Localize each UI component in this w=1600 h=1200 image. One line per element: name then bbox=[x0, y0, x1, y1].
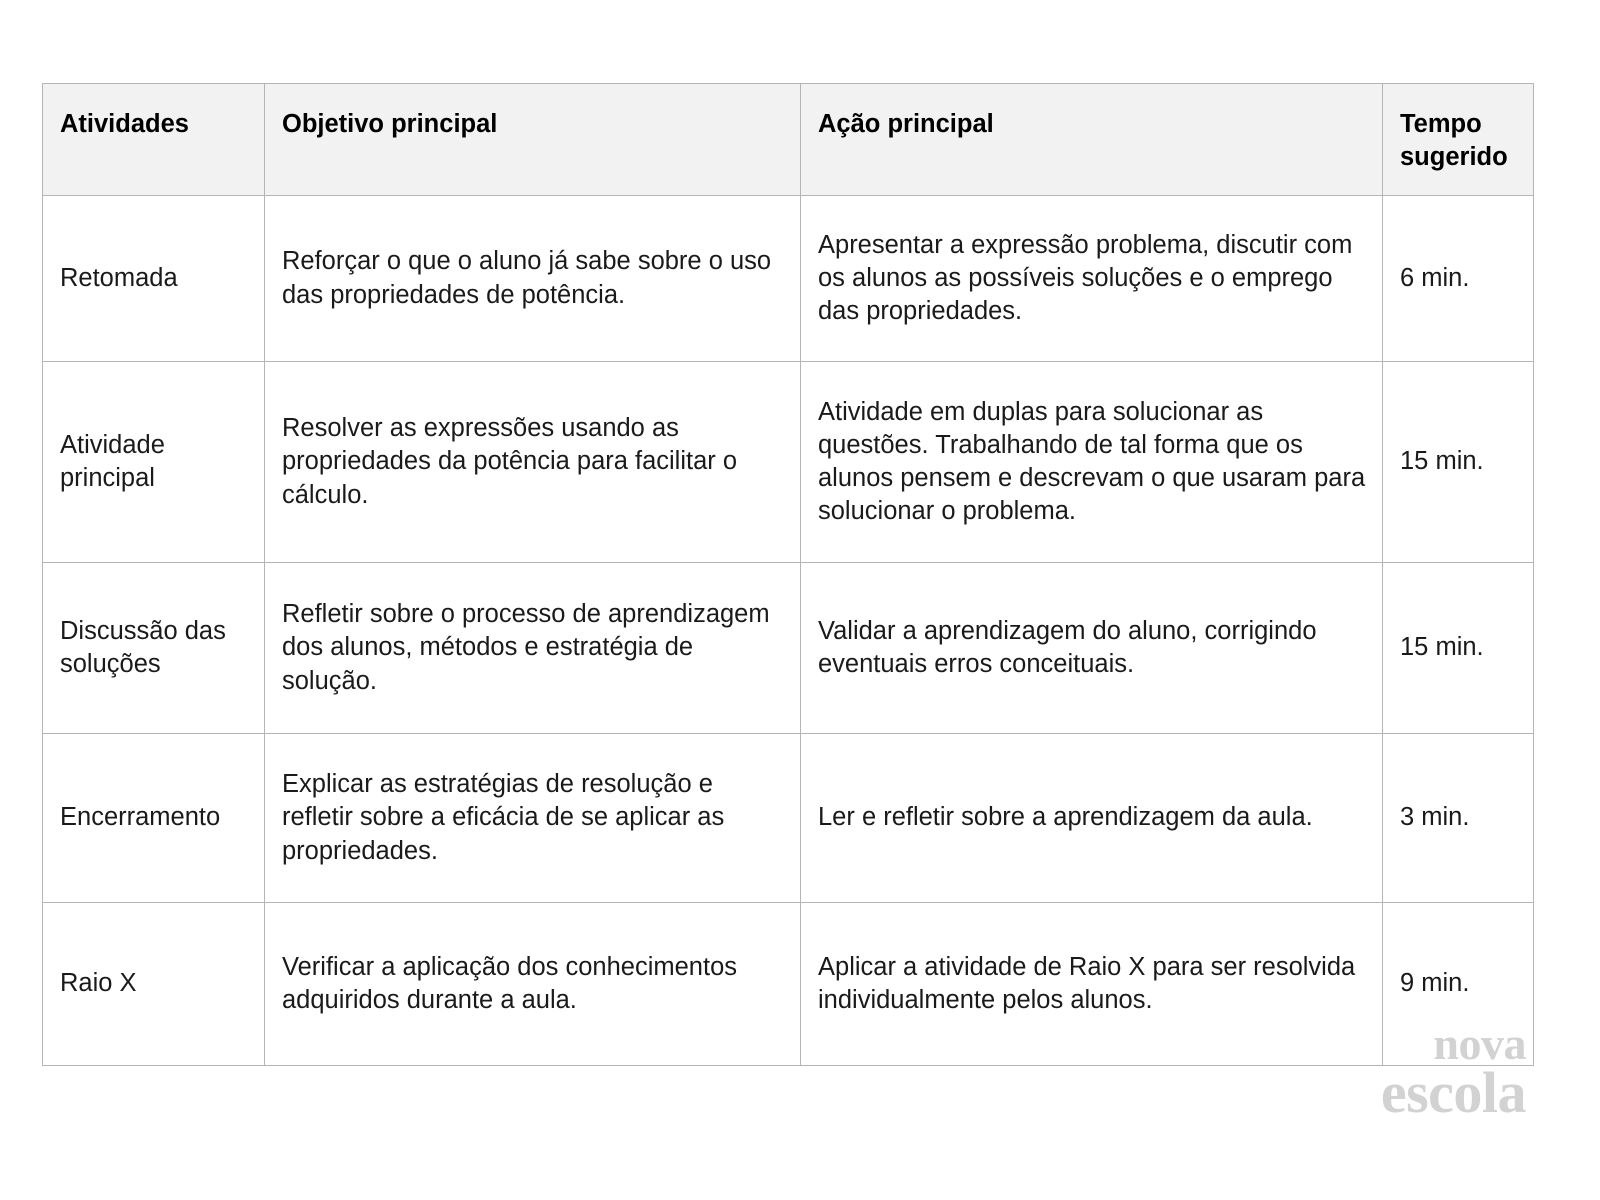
cell-objetivo: Refletir sobre o processo de aprendizagem dos alunos, métodos e estratégia de solução. bbox=[265, 563, 801, 734]
table-row bbox=[43, 196, 1534, 362]
table-row bbox=[43, 563, 1534, 734]
column-header-tempo-line1: Tempo bbox=[1400, 110, 1482, 138]
cell-atividade: Retomada bbox=[43, 196, 265, 362]
cell-tempo: 3 min. bbox=[1383, 734, 1534, 903]
table-row bbox=[43, 903, 1534, 1066]
cell-atividade: Encerramento bbox=[43, 734, 265, 903]
cell-atividade: Atividade principal bbox=[43, 362, 265, 563]
cell-acao: Atividade em duplas para solucionar as questões. Trabalhando de tal forma que os alunos pensem e descrevam o que usaram para solucionar o problema. bbox=[801, 362, 1383, 563]
cell-tempo: 15 min. bbox=[1383, 362, 1534, 563]
column-header-tempo-sugerido bbox=[1383, 84, 1534, 196]
table-header-row bbox=[43, 84, 1534, 196]
cell-tempo: 15 min. bbox=[1383, 563, 1534, 734]
column-header-atividades: Atividades bbox=[43, 84, 265, 196]
table-body bbox=[43, 196, 1534, 1070]
cell-tempo: 6 min. bbox=[1383, 196, 1534, 362]
cell-objetivo: Resolver as expressões usando as propriedades da potência para facilitar o cálculo. bbox=[265, 362, 801, 563]
cell-atividade: Discussão das soluções bbox=[43, 563, 265, 734]
cell-tempo: 9 min. bbox=[1383, 903, 1534, 1066]
cell-acao: Validar a aprendizagem do aluno, corrigindo eventuais erros conceituais. bbox=[801, 563, 1383, 734]
cell-objetivo: Reforçar o que o aluno já sabe sobre o uso das propriedades de potência. bbox=[265, 196, 801, 362]
logo-text-escola: escola bbox=[1380, 1060, 1526, 1126]
cell-atividade: Raio X bbox=[43, 903, 265, 1066]
cell-acao: Ler e refletir sobre a aprendizagem da aula. bbox=[801, 734, 1383, 903]
lesson-plan-table bbox=[42, 83, 1534, 1070]
table-row bbox=[43, 734, 1534, 903]
cell-objetivo: Explicar as estratégias de resolução e refletir sobre a eficácia de se aplicar as propriedades. bbox=[265, 734, 801, 903]
column-header-acao-principal: Ação principal bbox=[801, 84, 1383, 196]
table-header bbox=[43, 84, 1534, 196]
column-header-tempo-line2: sugerido bbox=[1400, 143, 1508, 172]
cell-objetivo: Verificar a aplicação dos conhecimentos adquiridos durante a aula. bbox=[265, 903, 801, 1066]
nova-escola-logo bbox=[1380, 1018, 1526, 1126]
logo-text-nova: nova bbox=[1433, 1018, 1526, 1070]
column-header-objetivo-principal: Objetivo principal bbox=[265, 84, 801, 196]
cell-acao: Aplicar a atividade de Raio X para ser resolvida individualmente pelos alunos. bbox=[801, 903, 1383, 1066]
table-row bbox=[43, 362, 1534, 563]
cell-acao: Apresentar a expressão problema, discutir com os alunos as possíveis soluções e o emprego das propriedades. bbox=[801, 196, 1383, 362]
